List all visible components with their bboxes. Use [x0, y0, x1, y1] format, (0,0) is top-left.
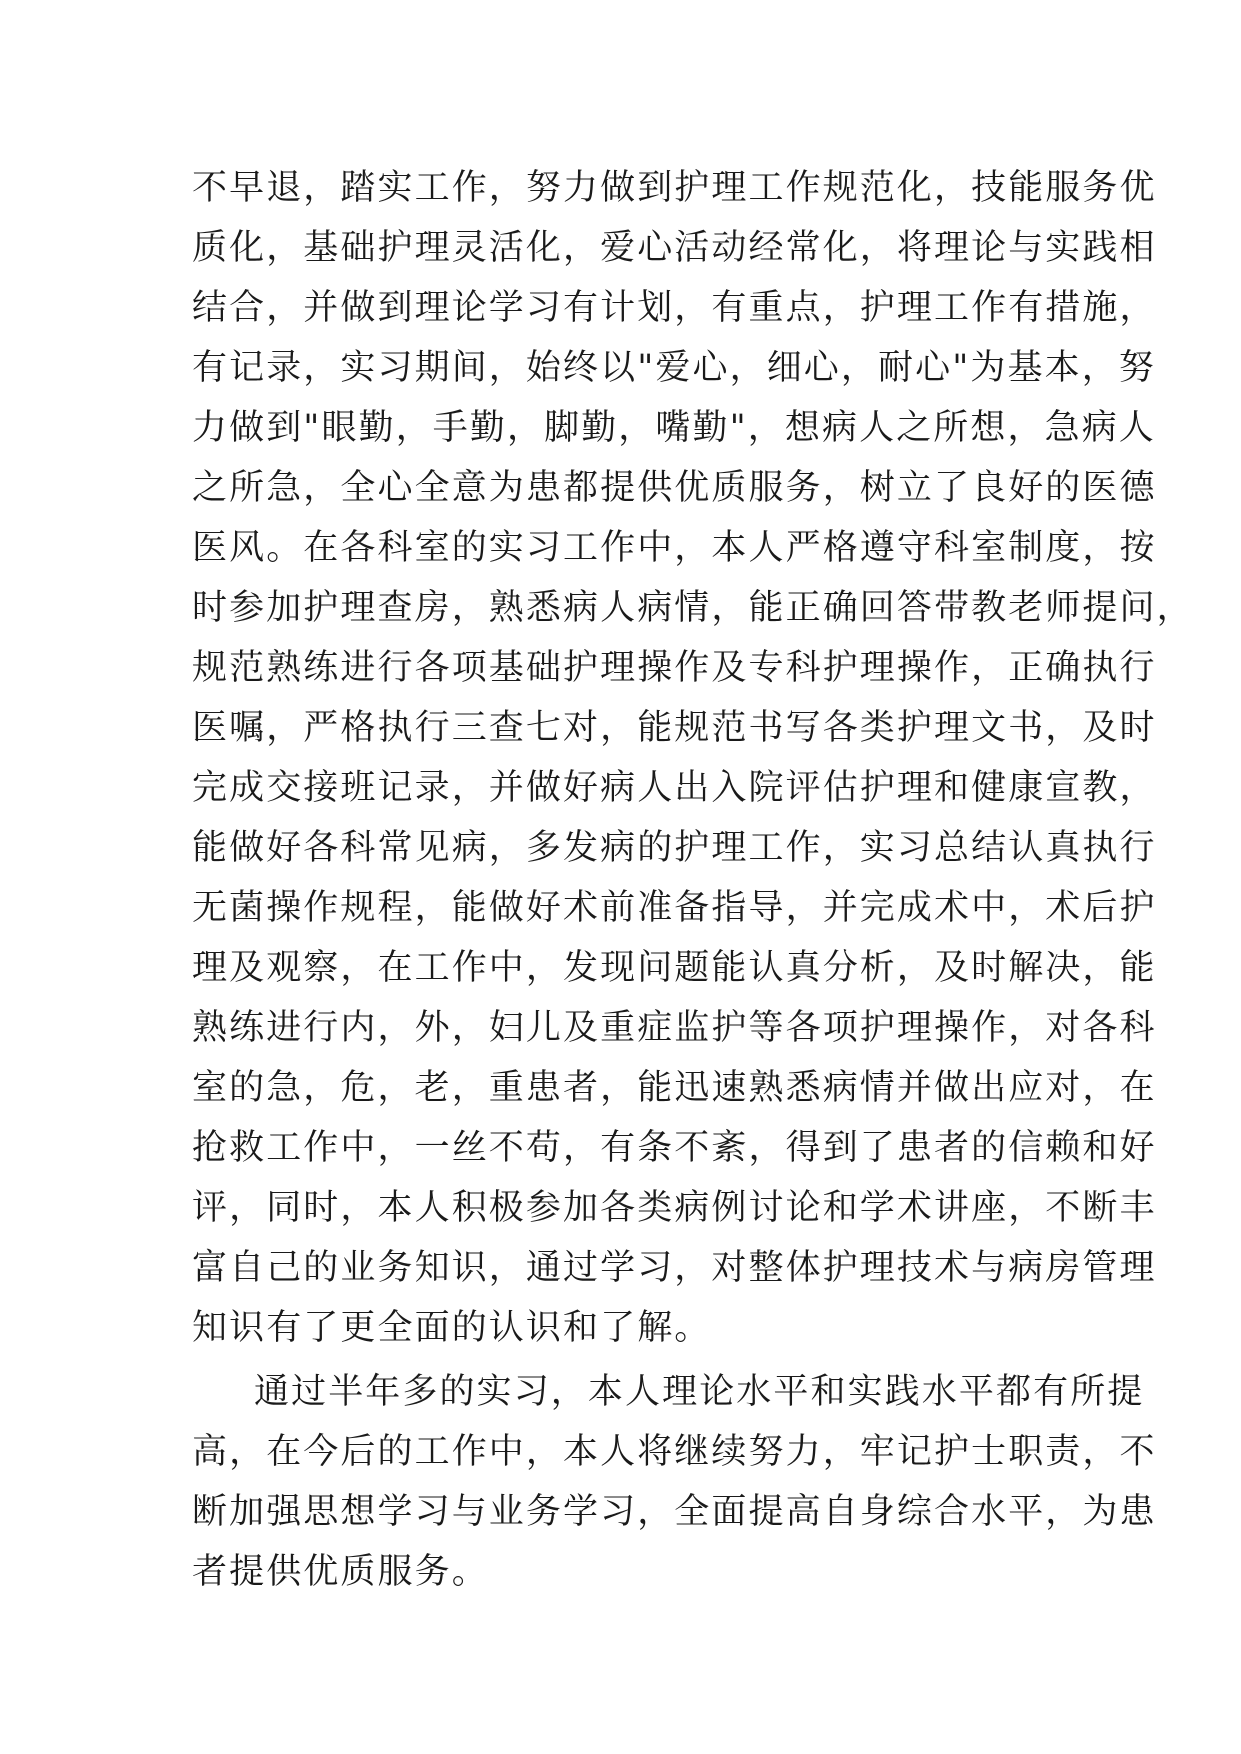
text-line: 知识有了更全面的认识和了解。	[192, 1308, 712, 1348]
text-line: 高，在今后的工作中，本人将继续努力，牢记护士职责，不	[192, 1432, 1157, 1472]
text-line: 完成交接班记录，并做好病人出入院评估护理和健康宣教，	[192, 768, 1157, 808]
text-line: 抢救工作中，一丝不苟，有条不紊，得到了患者的信赖和好	[192, 1128, 1157, 1168]
paragraph-internship-performance	[192, 158, 1194, 1358]
text-line: 质化，基础护理灵活化，爱心活动经常化，将理论与实践相	[192, 228, 1157, 268]
text-line: 力做到"眼勤，手勤，脚勤，嘴勤"，想病人之所想，急病人	[192, 408, 1156, 448]
text-line: 医风。在各科室的实习工作中，本人严格遵守科室制度，按	[192, 528, 1157, 568]
text-line: 理及观察，在工作中，发现问题能认真分析，及时解决，能	[192, 948, 1157, 988]
text-line: 断加强思想学习与业务学习，全面提高自身综合水平，为患	[192, 1492, 1157, 1532]
document-body	[192, 158, 1194, 1602]
text-line: 者提供优质服务。	[192, 1552, 489, 1592]
text-line: 之所急，全心全意为患都提供优质服务，树立了良好的医德	[192, 468, 1157, 508]
text-line: 富自己的业务知识，通过学习，对整体护理技术与病房管理	[192, 1248, 1157, 1288]
text-line-first-indented: 通过半年多的实习，本人理论水平和实践水平都有所提	[254, 1372, 1145, 1412]
text-line: 室的急，危，老，重患者，能迅速熟悉病情并做出应对，在	[192, 1068, 1157, 1108]
text-line: 规范熟练进行各项基础护理操作及专科护理操作，正确执行	[192, 648, 1157, 688]
text-line: 熟练进行内，外，妇儿及重症监护等各项护理操作，对各科	[192, 1008, 1157, 1048]
text-line: 医嘱，严格执行三查七对，能规范书写各类护理文书，及时	[192, 708, 1157, 748]
paragraph-conclusion	[192, 1362, 1157, 1602]
text-line: 有记录，实习期间，始终以"爱心，细心，耐心"为基本，努	[192, 348, 1156, 388]
text-line: 结合，并做到理论学习有计划，有重点，护理工作有措施，	[192, 288, 1157, 328]
text-line: 不早退，踏实工作，努力做到护理工作规范化，技能服务优	[192, 168, 1157, 208]
text-line: 时参加护理查房，熟悉病人病情，能正确回答带教老师提问，	[192, 588, 1194, 628]
text-line: 无菌操作规程，能做好术前准备指导，并完成术中，术后护	[192, 888, 1157, 928]
text-line: 评，同时，本人积极参加各类病例讨论和学术讲座，不断丰	[192, 1188, 1157, 1228]
text-line: 能做好各科常见病，多发病的护理工作，实习总结认真执行	[192, 828, 1157, 868]
